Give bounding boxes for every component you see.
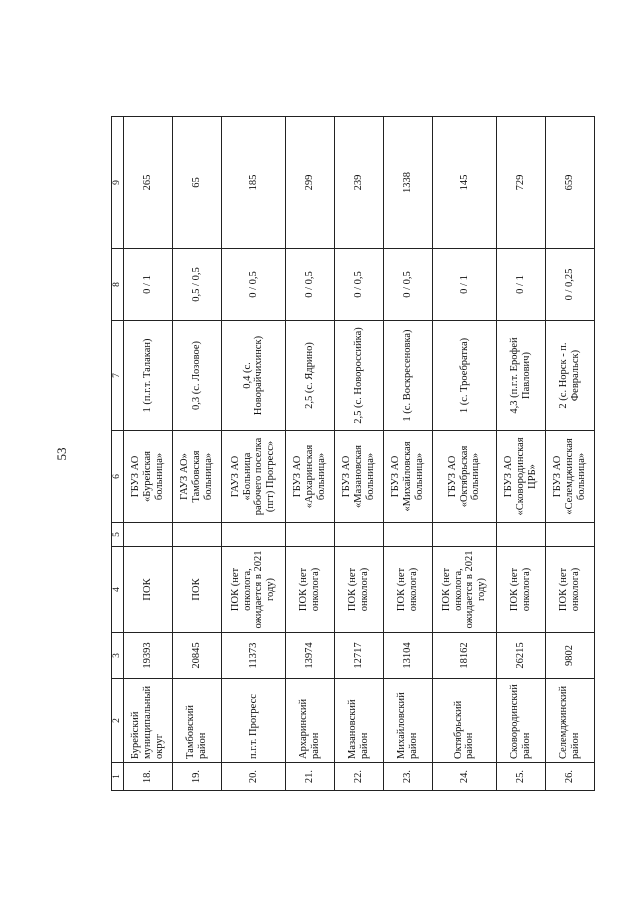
territory-cell: Селемджинский район xyxy=(545,679,594,763)
column-header: 3 xyxy=(112,633,124,679)
distance-cell: 2 (с. Норск - п. Февральск) xyxy=(545,321,594,431)
territory-cell: п.г.т. Прогресс xyxy=(221,679,285,763)
territory-cell: Бурейский муниципальный округ xyxy=(124,679,173,763)
unit-type-cell: ПОК (нет онколога, ожидается в 2021 году) xyxy=(432,547,496,633)
column-header: 2 xyxy=(112,679,124,763)
unit-type-cell: ПОК (нет онколога) xyxy=(496,547,545,633)
unit-type-cell: ПОК (нет онколога) xyxy=(334,547,383,633)
column-header: 8 xyxy=(112,249,124,321)
table-row xyxy=(496,117,545,791)
staff-rate-cell: 0,5 / 0,5 xyxy=(172,249,221,321)
institution-cell: ГБУЗ АО «Бурейская больница» xyxy=(124,431,173,523)
unit-type-cell: ПОК (нет онколога) xyxy=(383,547,432,633)
count-cell: 265 xyxy=(124,117,173,249)
count-cell: 1338 xyxy=(383,117,432,249)
empty-cell xyxy=(545,523,594,547)
distance-cell: 0,3 (с. Лозовое) xyxy=(172,321,221,431)
row-number: 19. xyxy=(172,763,221,791)
unit-type-cell: ПОК (нет онколога) xyxy=(545,547,594,633)
institution-cell: ГБУЗ АО «Октябрьская больница» xyxy=(432,431,496,523)
row-number: 23. xyxy=(383,763,432,791)
column-header: 4 xyxy=(112,547,124,633)
staff-rate-cell: 0 / 1 xyxy=(496,249,545,321)
population-cell: 20845 xyxy=(172,633,221,679)
unit-type-cell: ПОК (нет онколога) xyxy=(286,547,335,633)
data-table xyxy=(111,116,595,791)
distance-cell: 4,3 (п.г.т. Ерофей Павлович) xyxy=(496,321,545,431)
count-cell: 299 xyxy=(286,117,335,249)
territory-cell: Архаринский район xyxy=(286,679,335,763)
column-header: 5 xyxy=(112,523,124,547)
institution-cell: ГБУЗ АО «Михайловская больница» xyxy=(383,431,432,523)
staff-rate-cell: 0 / 1 xyxy=(124,249,173,321)
row-number: 24. xyxy=(432,763,496,791)
count-cell: 65 xyxy=(172,117,221,249)
column-header: 9 xyxy=(112,117,124,249)
population-cell: 9802 xyxy=(545,633,594,679)
page-number: 53 xyxy=(54,447,69,461)
row-number: 21. xyxy=(286,763,335,791)
empty-cell xyxy=(124,523,173,547)
territory-cell: Мазановский район xyxy=(334,679,383,763)
staff-rate-cell: 0 / 0,5 xyxy=(286,249,335,321)
population-cell: 18162 xyxy=(432,633,496,679)
staff-rate-cell: 0 / 1 xyxy=(432,249,496,321)
unit-type-cell: ПОК (нет онколога, ожидается в 2021 году) xyxy=(221,547,285,633)
table-row xyxy=(432,117,496,791)
territory-cell: Октябрьский район xyxy=(432,679,496,763)
population-cell: 26215 xyxy=(496,633,545,679)
staff-rate-cell: 0 / 0,25 xyxy=(545,249,594,321)
distance-cell: 1 (с. Троебратка) xyxy=(432,321,496,431)
staff-rate-cell: 0 / 0,5 xyxy=(221,249,285,321)
unit-type-cell: ПОК xyxy=(172,547,221,633)
column-header: 1 xyxy=(112,763,124,791)
population-cell: 13104 xyxy=(383,633,432,679)
institution-cell: ГАУЗ АО» Тамбовская больница» xyxy=(172,431,221,523)
rotated-table-frame xyxy=(111,117,595,791)
territory-cell: Тамбовский район xyxy=(172,679,221,763)
table-row xyxy=(545,117,594,791)
table-row xyxy=(383,117,432,791)
unit-type-cell: ПОК xyxy=(124,547,173,633)
staff-rate-cell: 0 / 0,5 xyxy=(383,249,432,321)
staff-rate-cell: 0 / 0,5 xyxy=(334,249,383,321)
institution-cell: ГБУЗ АО «Сковородинская ЦРБ» xyxy=(496,431,545,523)
table-row xyxy=(221,117,285,791)
table-row xyxy=(172,117,221,791)
population-cell: 12717 xyxy=(334,633,383,679)
empty-cell xyxy=(286,523,335,547)
population-cell: 11373 xyxy=(221,633,285,679)
row-number: 26. xyxy=(545,763,594,791)
population-cell: 19393 xyxy=(124,633,173,679)
distance-cell: 0,4 (с. Новорайчихинск) xyxy=(221,321,285,431)
row-number: 20. xyxy=(221,763,285,791)
column-header: 7 xyxy=(112,321,124,431)
table-row xyxy=(124,117,173,791)
row-number: 18. xyxy=(124,763,173,791)
empty-cell xyxy=(383,523,432,547)
table-row xyxy=(334,117,383,791)
territory-cell: Сковородинский район xyxy=(496,679,545,763)
territory-cell: Михайловский район xyxy=(383,679,432,763)
institution-cell: ГБУЗ АО «Селемджинская больница» xyxy=(545,431,594,523)
distance-cell: 2,5 (с. Ядрино) xyxy=(286,321,335,431)
empty-cell xyxy=(496,523,545,547)
institution-cell: ГАУЗ АО «Больница рабочего поселка (пгт) Прогресс» xyxy=(221,431,285,523)
row-number: 22. xyxy=(334,763,383,791)
count-cell: 145 xyxy=(432,117,496,249)
empty-cell xyxy=(221,523,285,547)
distance-cell: 1 (с. Воскресеновка) xyxy=(383,321,432,431)
count-cell: 729 xyxy=(496,117,545,249)
population-cell: 13974 xyxy=(286,633,335,679)
row-number: 25. xyxy=(496,763,545,791)
header-row xyxy=(112,117,124,791)
column-header: 6 xyxy=(112,431,124,523)
count-cell: 239 xyxy=(334,117,383,249)
table-row xyxy=(286,117,335,791)
empty-cell xyxy=(432,523,496,547)
institution-cell: ГБУЗ АО «Мазановская больница» xyxy=(334,431,383,523)
empty-cell xyxy=(334,523,383,547)
empty-cell xyxy=(172,523,221,547)
count-cell: 185 xyxy=(221,117,285,249)
distance-cell: 1 (п.г.т. Талакан) xyxy=(124,321,173,431)
institution-cell: ГБУЗ АО «Архаринская больница» xyxy=(286,431,335,523)
table-container xyxy=(111,117,595,791)
count-cell: 659 xyxy=(545,117,594,249)
distance-cell: 2,5 (с. Новороссийка) xyxy=(334,321,383,431)
